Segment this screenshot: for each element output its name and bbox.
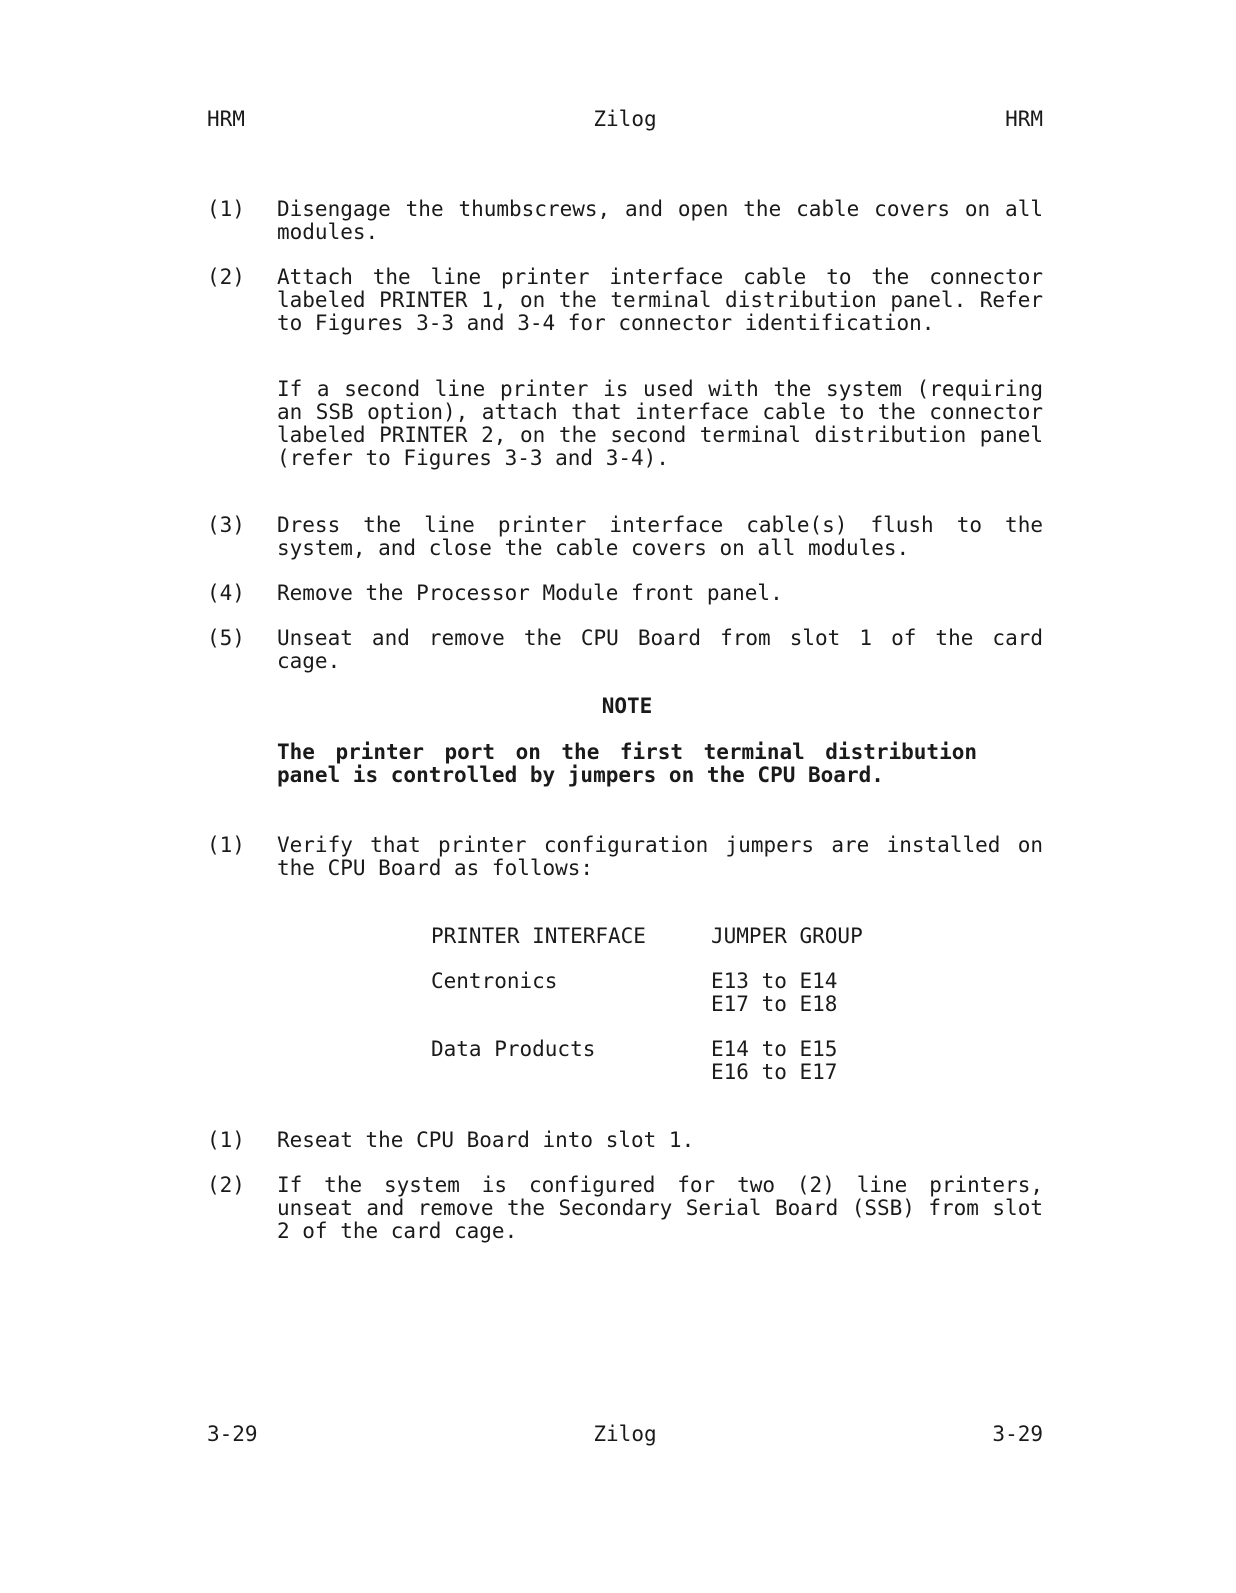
second-printer-paragraph: If a second line printer is used with the system (requiring an SSB option), attach that interface cable to the connector labeled PRINTER 2, on the second terminal distribution panel (refer to Figures 3-3 and 3-4).: [277, 377, 1043, 470]
jumper-setting: E17 to E18: [711, 992, 838, 1016]
step-text: Verify that printer configuration jumpers are installed on the CPU Board as follows:: [277, 833, 1043, 880]
footer-page-number-left: 3-29: [207, 1422, 258, 1446]
jumper-setting: E16 to E17: [711, 1060, 838, 1084]
interface-name: Data Products: [431, 1037, 596, 1061]
step-unseat-cpu-board: [207, 627, 1043, 673]
footer-page-number-right: 3-29: [992, 1422, 1043, 1446]
step-disengage-thumbscrews: [207, 198, 1043, 244]
table-row: [431, 993, 931, 1016]
step-reseat-cpu-board: [207, 1129, 1043, 1152]
step-dress-cable: [207, 514, 1043, 560]
column-header-jumper-group: JUMPER GROUP: [711, 924, 863, 948]
header-center: Zilog: [593, 107, 657, 131]
header-right: HRM: [1005, 107, 1043, 131]
step-attach-cable: [207, 266, 1043, 335]
step-text: Attach the line printer interface cable to the connector labeled PRINTER 1, on the terminal distribution panel. Refer to Figures 3-3 and 3-4 for connector identification.: [277, 265, 1043, 335]
step-text: Disengage the thumbscrews, and open the cable covers on all modules.: [277, 197, 1043, 244]
table-header-row: [431, 925, 931, 948]
step-number: (1): [207, 197, 245, 221]
note-title: NOTE: [601, 694, 653, 718]
jumper-setting: E13 to E14: [711, 969, 838, 993]
jumper-setting: E14 to E15: [711, 1037, 838, 1061]
step-remove-ssb: [207, 1174, 1043, 1243]
step-verify-jumpers: [207, 834, 1043, 880]
step-number: (2): [207, 265, 245, 289]
step-remove-front-panel: [207, 582, 1043, 605]
step-text: Unseat and remove the CPU Board from slot 1 of the card cage.: [277, 626, 1043, 673]
footer-center: Zilog: [593, 1422, 657, 1446]
step-number: (2): [207, 1173, 245, 1197]
step-text: Remove the Processor Module front panel.: [277, 581, 783, 605]
step-number: (5): [207, 626, 245, 650]
step-number: (1): [207, 833, 245, 857]
step-number: (1): [207, 1128, 245, 1152]
table-row: [431, 970, 931, 993]
table-row: [431, 1038, 931, 1061]
column-header-interface: PRINTER INTERFACE: [431, 924, 646, 948]
page-header: [207, 108, 1043, 134]
step-text: Reseat the CPU Board into slot 1.: [277, 1128, 695, 1152]
page-footer: [207, 1423, 1043, 1449]
step-text: If the system is configured for two (2) line printers, unseat and remove the Secondary Serial Board (SSB) from slot 2 of the card cage.: [277, 1173, 1043, 1243]
step-number: (3): [207, 513, 245, 537]
step-text: Dress the line printer interface cable(s) flush to the system, and close the cable covers on all modules.: [277, 513, 1043, 560]
interface-name: Centronics: [431, 969, 558, 993]
table-row: [431, 1061, 931, 1084]
jumper-table: [431, 925, 931, 1084]
header-left: HRM: [207, 107, 245, 131]
step-number: (4): [207, 581, 245, 605]
note-body: The printer port on the first terminal distribution panel is controlled by jumpers on the CPU Board.: [277, 740, 977, 787]
